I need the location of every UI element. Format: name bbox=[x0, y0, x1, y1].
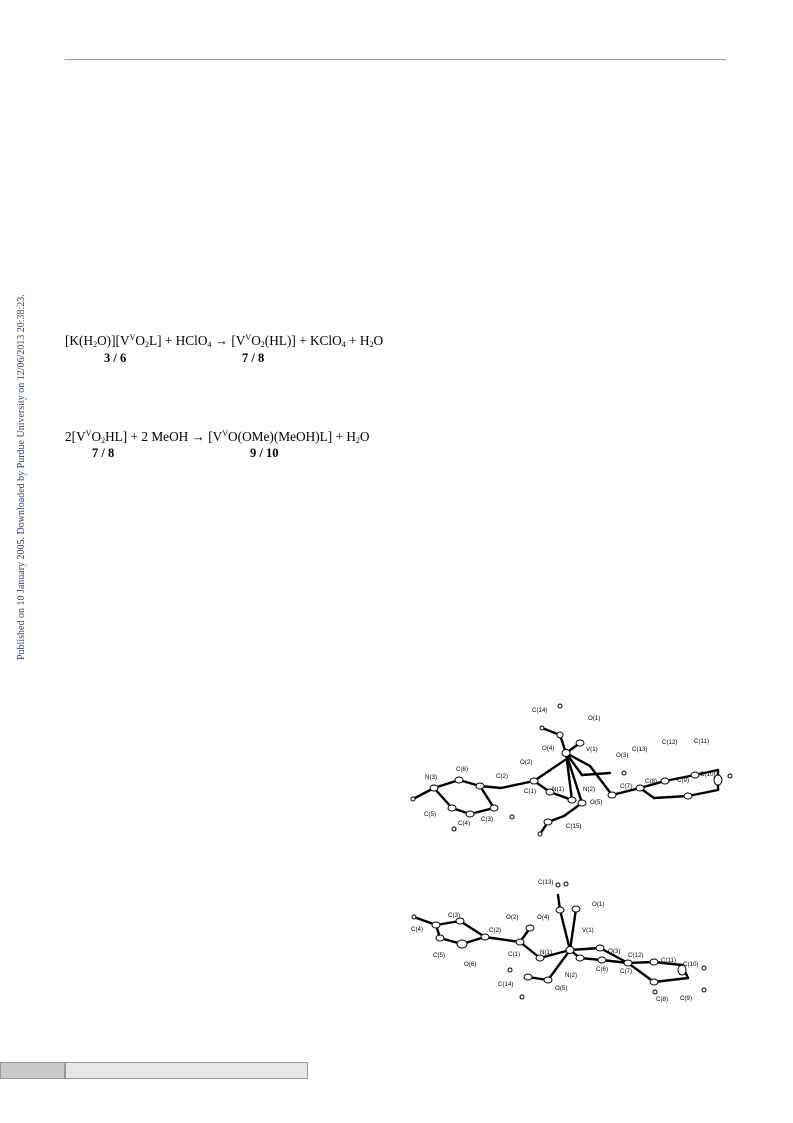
atom-label: N(3) bbox=[425, 774, 438, 781]
atom-label: V(1) bbox=[582, 927, 594, 934]
atom-label: C(9) bbox=[680, 995, 693, 1002]
atom-label: C(5) bbox=[424, 811, 437, 818]
atom-label: N(2) bbox=[565, 972, 578, 979]
atom-label: O(1) bbox=[588, 715, 601, 722]
atom-label: C(11) bbox=[694, 738, 710, 745]
equation-2: $2[V^VO_2HL] + 2$ MeOH → $[V^VO(OMe)(MeOH)L] + H_2O$ bbox=[65, 429, 370, 445]
atom-label: O(1) bbox=[592, 901, 605, 908]
atom-label: O(3) bbox=[616, 752, 629, 759]
atom-label: C(7) bbox=[620, 968, 633, 975]
atom-label: C(13) bbox=[538, 879, 554, 886]
atom-label: C(8) bbox=[645, 778, 658, 785]
atom-label: C(5) bbox=[433, 952, 446, 959]
download-watermark: Published on 10 January 2005. Downloaded by Purdue University on 12/06/2013 20:38:23. bbox=[16, 294, 27, 660]
atom-label: C(7) bbox=[620, 783, 633, 790]
equation-1-label-right: 7 / 8 bbox=[242, 351, 265, 365]
atom-label: C(14) bbox=[498, 981, 514, 988]
atom-label: C(4) bbox=[411, 926, 424, 933]
atom-label: O(2) bbox=[520, 759, 533, 766]
atom-label: O(5) bbox=[590, 799, 603, 806]
atom-label: C(2) bbox=[496, 773, 509, 780]
atom-label: C(3) bbox=[448, 912, 461, 919]
atom-label: O(4) bbox=[537, 914, 550, 921]
atom-label: C(4) bbox=[458, 820, 471, 827]
equation-2-label-right: 9 / 10 bbox=[250, 446, 279, 460]
equation-2-label-left: 7 / 8 bbox=[92, 446, 115, 460]
atom-label: O(5) bbox=[555, 985, 568, 992]
footer-bar bbox=[65, 1062, 308, 1079]
atom-label: N(1) bbox=[540, 949, 553, 956]
atom-label: C(2) bbox=[489, 927, 502, 934]
atom-label: C(1) bbox=[508, 951, 521, 958]
atom-label: C(8) bbox=[656, 996, 669, 1003]
atom-label: C(6) bbox=[456, 766, 469, 773]
atom-label: C(6) bbox=[596, 966, 609, 973]
atom-label: C(14) bbox=[532, 707, 548, 714]
atom-label: C(3) bbox=[481, 816, 494, 823]
atom-label: O(3) bbox=[608, 948, 621, 955]
equation-1-label-left: 3 / 6 bbox=[104, 351, 127, 365]
atom-label: C(10) bbox=[683, 961, 699, 968]
footer-page-box bbox=[0, 1062, 65, 1079]
atom-label: O(2) bbox=[506, 914, 519, 921]
atom-label: V(1) bbox=[586, 746, 598, 753]
atom-label: C(10) bbox=[700, 771, 716, 778]
structure-2 bbox=[412, 882, 706, 999]
atom-label: C(1) bbox=[524, 788, 537, 795]
atom-label: C(15) bbox=[566, 823, 582, 830]
atom-label: C(9) bbox=[677, 777, 690, 784]
atom-label: O(6) bbox=[464, 961, 477, 968]
atom-label: O(4) bbox=[542, 745, 555, 752]
atom-label: C(12) bbox=[662, 739, 678, 746]
equation-1: $[K(H_2O)][V^VO_2L]$ + HClO$_4$ → $[V^VO_2(HL)]$ + KClO$_4$ + $H_2O$ bbox=[65, 333, 384, 349]
atom-label: N(1) bbox=[552, 786, 565, 793]
atom-label: C(12) bbox=[628, 952, 644, 959]
atom-label: N(2) bbox=[583, 786, 596, 793]
atom-label: C(11) bbox=[661, 957, 677, 964]
atom-label: C(13) bbox=[632, 746, 648, 753]
